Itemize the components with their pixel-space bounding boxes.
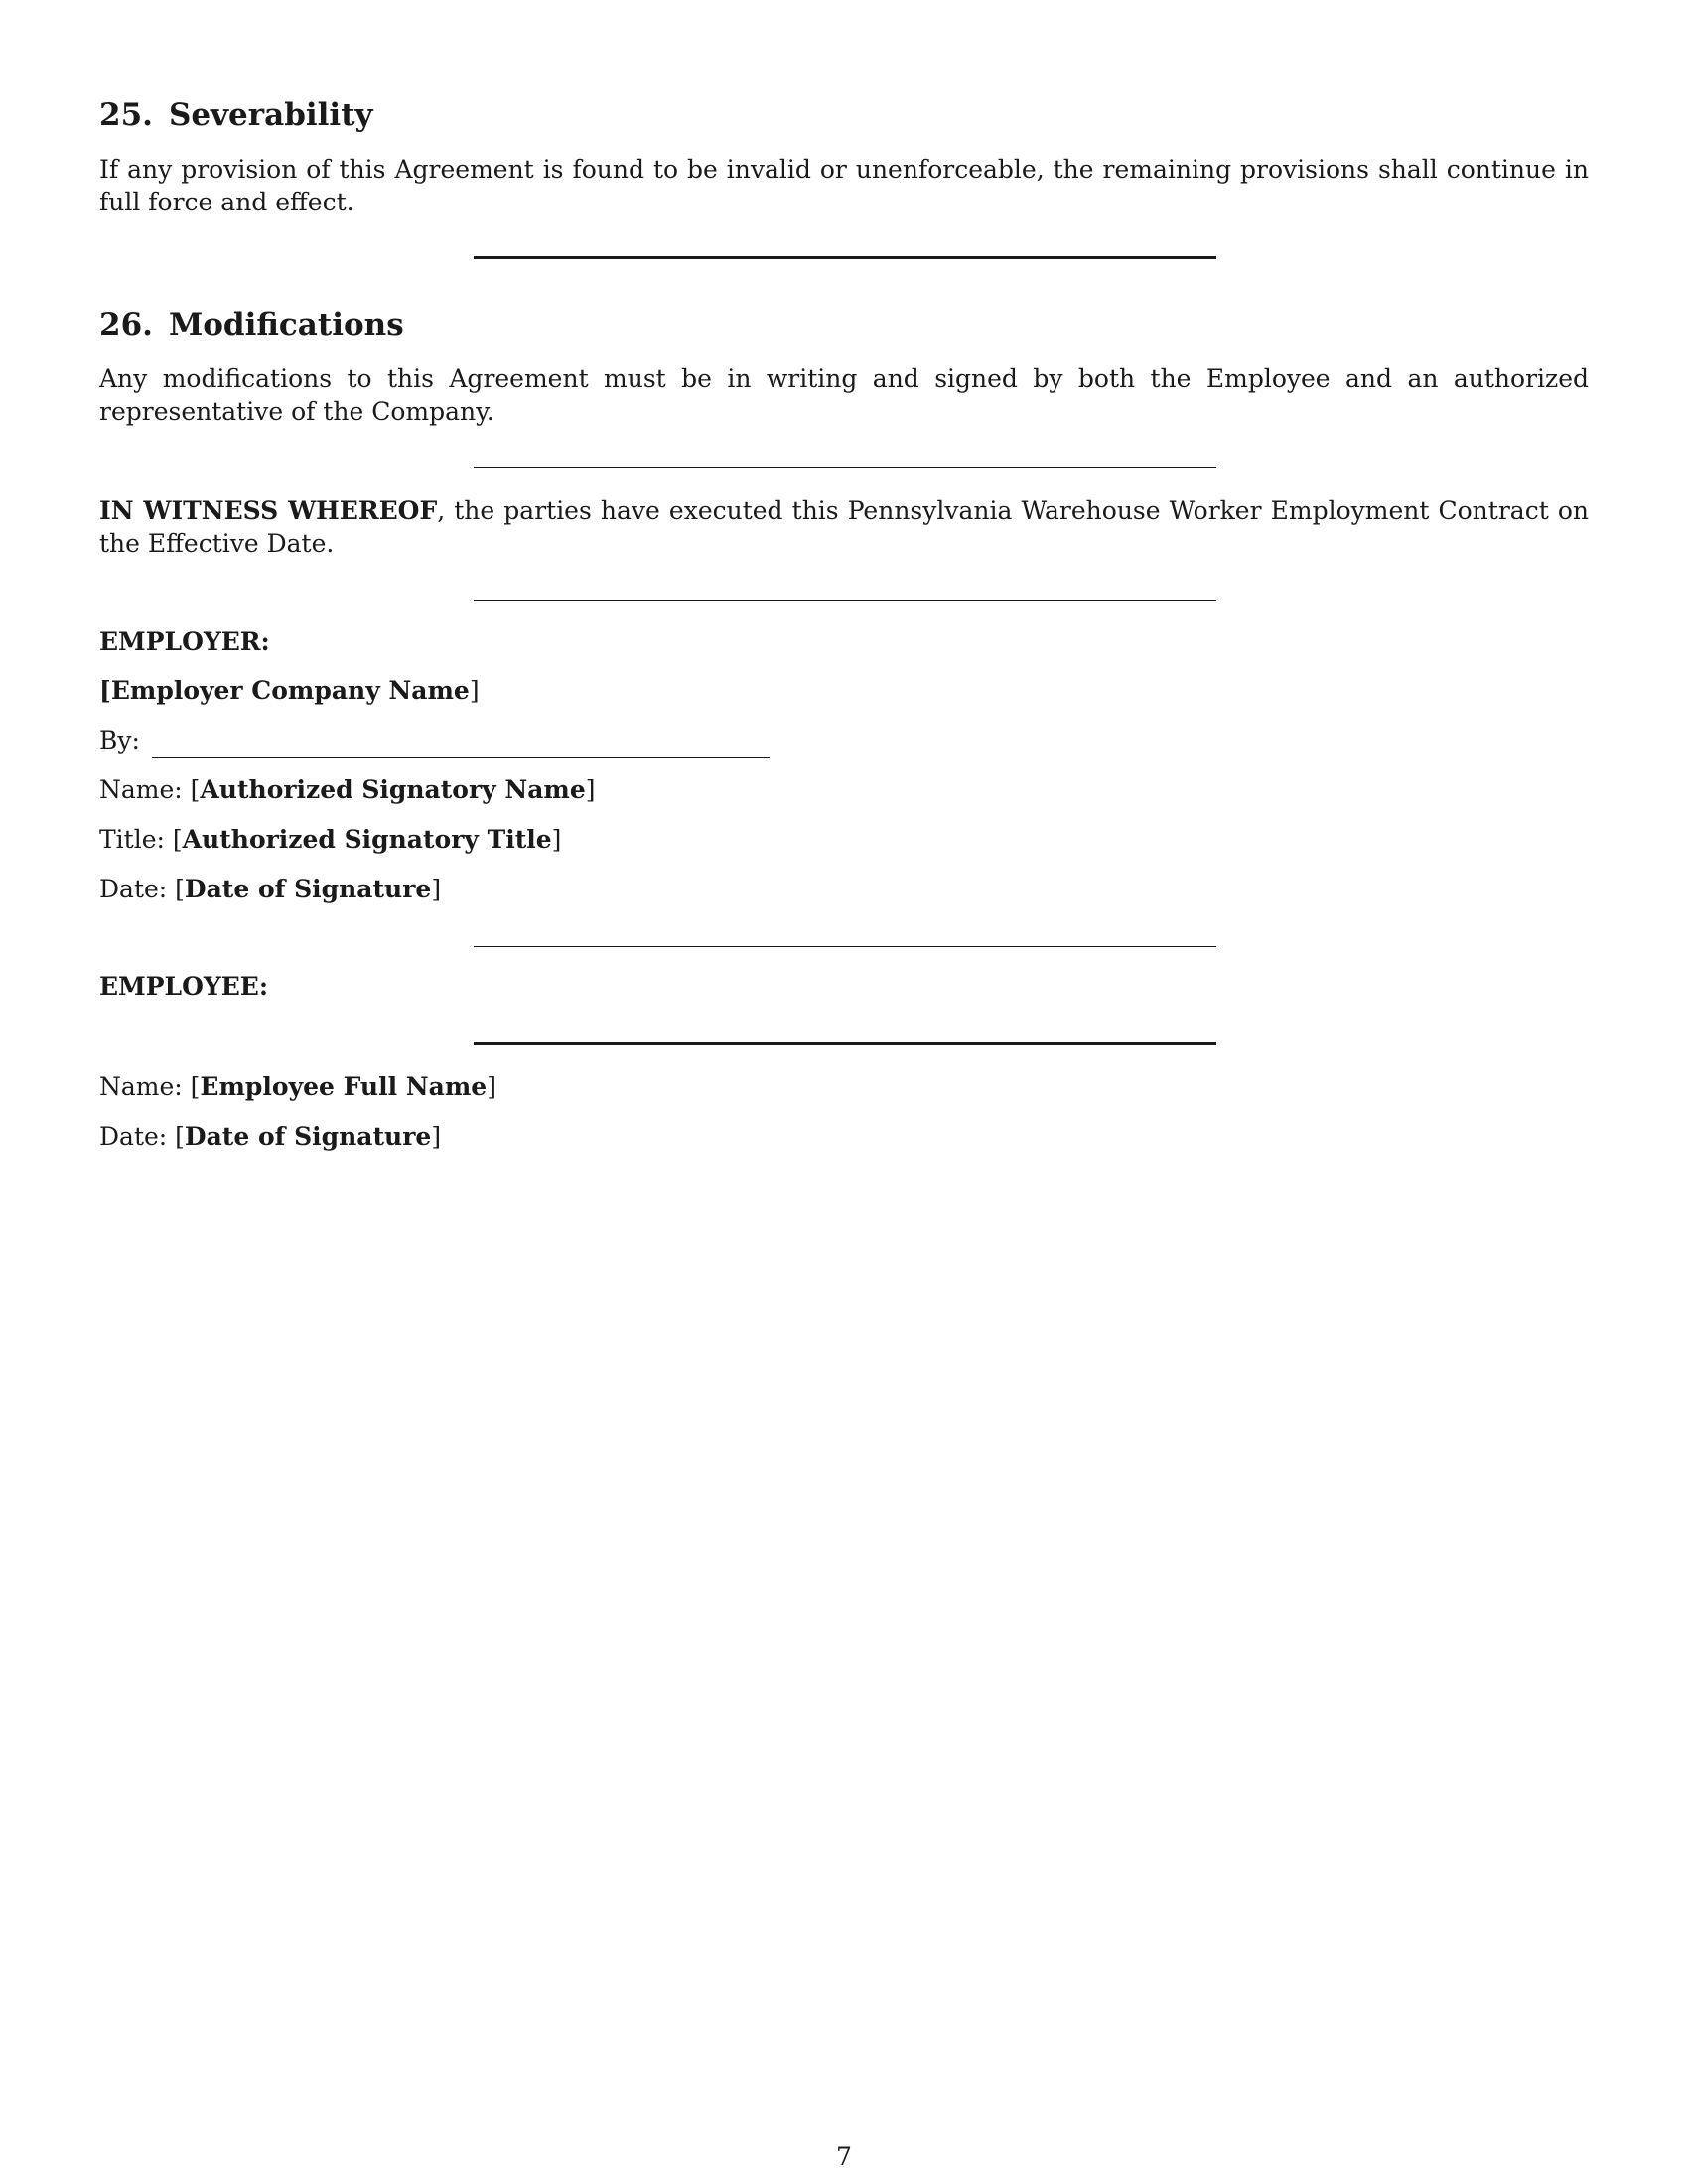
employer-signature-line: [99, 724, 770, 756]
employee-signature-date: Date: [Date of Signature]: [99, 1122, 442, 1151]
employer-heading: EMPLOYER:: [99, 627, 270, 656]
employee-name: Name: [Employee Full Name]: [99, 1072, 496, 1101]
section-25-heading: [99, 97, 373, 133]
section-26-heading: [99, 307, 404, 342]
page-number: 7: [836, 2142, 852, 2171]
witness-clause: [99, 494, 1589, 560]
section-divider: [474, 600, 1216, 601]
section-title: Modifications: [168, 307, 404, 342]
section-divider: [474, 256, 1216, 259]
section-title: Severability: [168, 97, 373, 133]
employer-signature-date: Date: [Date of Signature]: [99, 875, 442, 903]
section-number: 26.: [99, 307, 153, 342]
employer-signatory-name: Name: [Authorized Signatory Name]: [99, 775, 596, 804]
witness-lead: IN WITNESS WHEREOF: [99, 496, 438, 525]
section-25-body: If any provision of this Agreement is found to be invalid or unenforceable, the remaining provisions shall continue in full force and effect.: [99, 155, 1589, 216]
section-divider: [474, 946, 1216, 947]
employee-heading: EMPLOYEE:: [99, 972, 269, 1001]
section-divider: [474, 467, 1216, 468]
section-26-body: Any modifications to this Agreement must be in writing and signed by both the Employee and an authorized representative of the Company.: [99, 364, 1589, 426]
employer-signatory-title: Title: [Authorized Signatory Title]: [99, 825, 562, 854]
signature-field[interactable]: [152, 757, 770, 758]
witness-text: , the parties have executed this Pennsylvania Warehouse Worker Employment Contract on the Effective Date.: [99, 496, 1589, 558]
by-label: By:: [99, 726, 140, 754]
employer-company-name: [Employer Company Name]: [99, 676, 480, 705]
employee-signature-line[interactable]: [474, 1042, 1216, 1045]
section-number: 25.: [99, 97, 153, 133]
